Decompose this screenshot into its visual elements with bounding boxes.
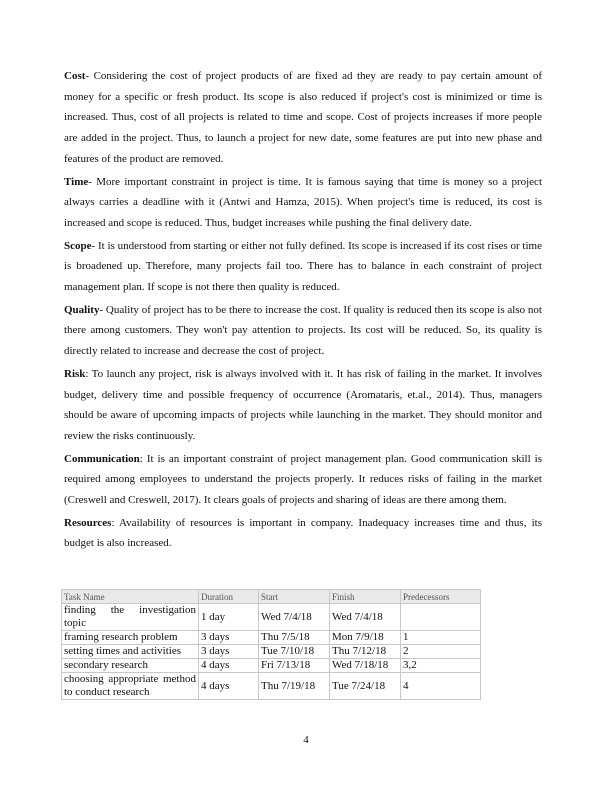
cell-start: Tue 7/10/18	[259, 645, 330, 659]
table-header-row	[62, 590, 481, 604]
cell-predecessors: 3,2	[401, 659, 481, 673]
header-finish: Finish	[330, 590, 401, 604]
paragraph-text: It is understood from starting or either not fully defined. Its scope is increased if its cost rises or time is broadened up. Therefore, many projects fail too. There has to balance in each constraint of project management plan. If scope is not there then quality is reduced.	[64, 239, 542, 294]
cell-finish: Mon 7/9/18	[330, 631, 401, 645]
term-risk: Risk	[64, 367, 86, 380]
paragraph-text: Considering the cost of project products of are fixed ad they are ready to pay certain amount of money for a specific or fresh product. Its scope is also reduced if project's cost is minimized or time is increased. Thus, cost of all projects is related to time and scope. Cost of projects increases if more people are added in the project. Thus, to launch a project for new date, some features are put into new phase and features of the product are removed.	[64, 70, 542, 165]
term-time: Time	[64, 175, 89, 188]
header-predecessors: Predecessors	[401, 590, 481, 604]
cell-duration: 3 days	[199, 645, 259, 659]
task-schedule-table	[61, 589, 481, 700]
table-row	[62, 673, 481, 700]
paragraph-quality	[64, 300, 542, 362]
header-task-name: Task Name	[62, 590, 199, 604]
separator: :	[85, 367, 89, 380]
cell-duration: 1 day	[199, 604, 259, 631]
cell-finish: Thu 7/12/18	[330, 645, 401, 659]
cell-start: Thu 7/5/18	[259, 631, 330, 645]
cell-finish: Wed 7/18/18	[330, 659, 401, 673]
cell-predecessors: 4	[401, 673, 481, 700]
paragraph-cost	[64, 66, 542, 170]
separator: -	[91, 239, 96, 252]
cell-task-name: setting times and activities	[62, 645, 199, 659]
paragraph-text: It is an important constraint of project management plan. Good communication skill is required among employees to understand the projects properly. It reduces risks of failing in the market (Creswell and Creswell, 2017). It clears goals of projects and sharing of ideas are there among them.	[64, 452, 542, 507]
cell-finish: Wed 7/4/18	[330, 604, 401, 631]
paragraph-text: More important constraint in project is time. It is famous saying that time is money so a project always carries a deadline with it (Antwi and Hamza, 2015). When project's time is reduced, its cost is increased and scope is reduced. Thus, budget increases while pushing the final delivery date.	[64, 175, 542, 229]
cell-predecessors: 1	[401, 631, 481, 645]
document-body	[64, 66, 542, 556]
cell-duration: 4 days	[199, 673, 259, 700]
term-communication: Communication	[64, 452, 140, 465]
page-number: 4	[303, 734, 309, 746]
header-duration: Duration	[199, 590, 259, 604]
separator: -	[99, 303, 104, 316]
cell-finish: Tue 7/24/18	[330, 673, 401, 700]
table-row	[62, 631, 481, 645]
cell-task-name: framing research problem	[62, 631, 199, 645]
table-row	[62, 645, 481, 659]
paragraph-text: Availability of resources is important in company. Inadequacy increases time and thus, its budget is also increased.	[64, 516, 542, 550]
paragraph-scope	[64, 236, 542, 298]
paragraph-text: Quality of project has to be there to increase the cost. If quality is reduced then its scope is also not there among customers. They won't pay attention to projects. Its cost will be reduced. So, its quality is directly related to increase and decrease the cost of project.	[64, 303, 542, 358]
cell-duration: 3 days	[199, 631, 259, 645]
separator: -	[85, 70, 90, 82]
term-resources: Resources	[64, 516, 112, 529]
cell-duration: 4 days	[199, 659, 259, 673]
table-row	[62, 659, 481, 673]
term-scope: Scope	[64, 239, 92, 252]
cell-task-name: choosing appropriate method to conduct research	[62, 673, 199, 700]
paragraph-text: To launch any project, risk is always involved with it. It has risk of failing in the market. It involves budget, delivery time and possible frequency of occurrence (Aromataris, et.al., 2014). Thus, managers should be aware of upcoming impacts of projects while launching in the market. They should monitor and review the risks continuously.	[64, 367, 542, 442]
separator: :	[111, 516, 115, 529]
paragraph-resources	[64, 513, 542, 554]
header-start: Start	[259, 590, 330, 604]
table-row	[62, 604, 481, 631]
paragraph-risk	[64, 364, 542, 447]
term-quality: Quality	[64, 303, 100, 316]
cell-task-name: finding the investigation topic	[62, 604, 199, 631]
cell-predecessors	[401, 604, 481, 631]
paragraph-time	[64, 172, 542, 234]
separator: -	[88, 175, 92, 188]
cell-predecessors: 2	[401, 645, 481, 659]
term-cost: Cost	[64, 70, 86, 82]
separator: :	[139, 452, 143, 465]
cell-start: Wed 7/4/18	[259, 604, 330, 631]
cell-start: Fri 7/13/18	[259, 659, 330, 673]
cell-start: Thu 7/19/18	[259, 673, 330, 700]
paragraph-communication	[64, 449, 542, 511]
cell-task-name: secondary research	[62, 659, 199, 673]
